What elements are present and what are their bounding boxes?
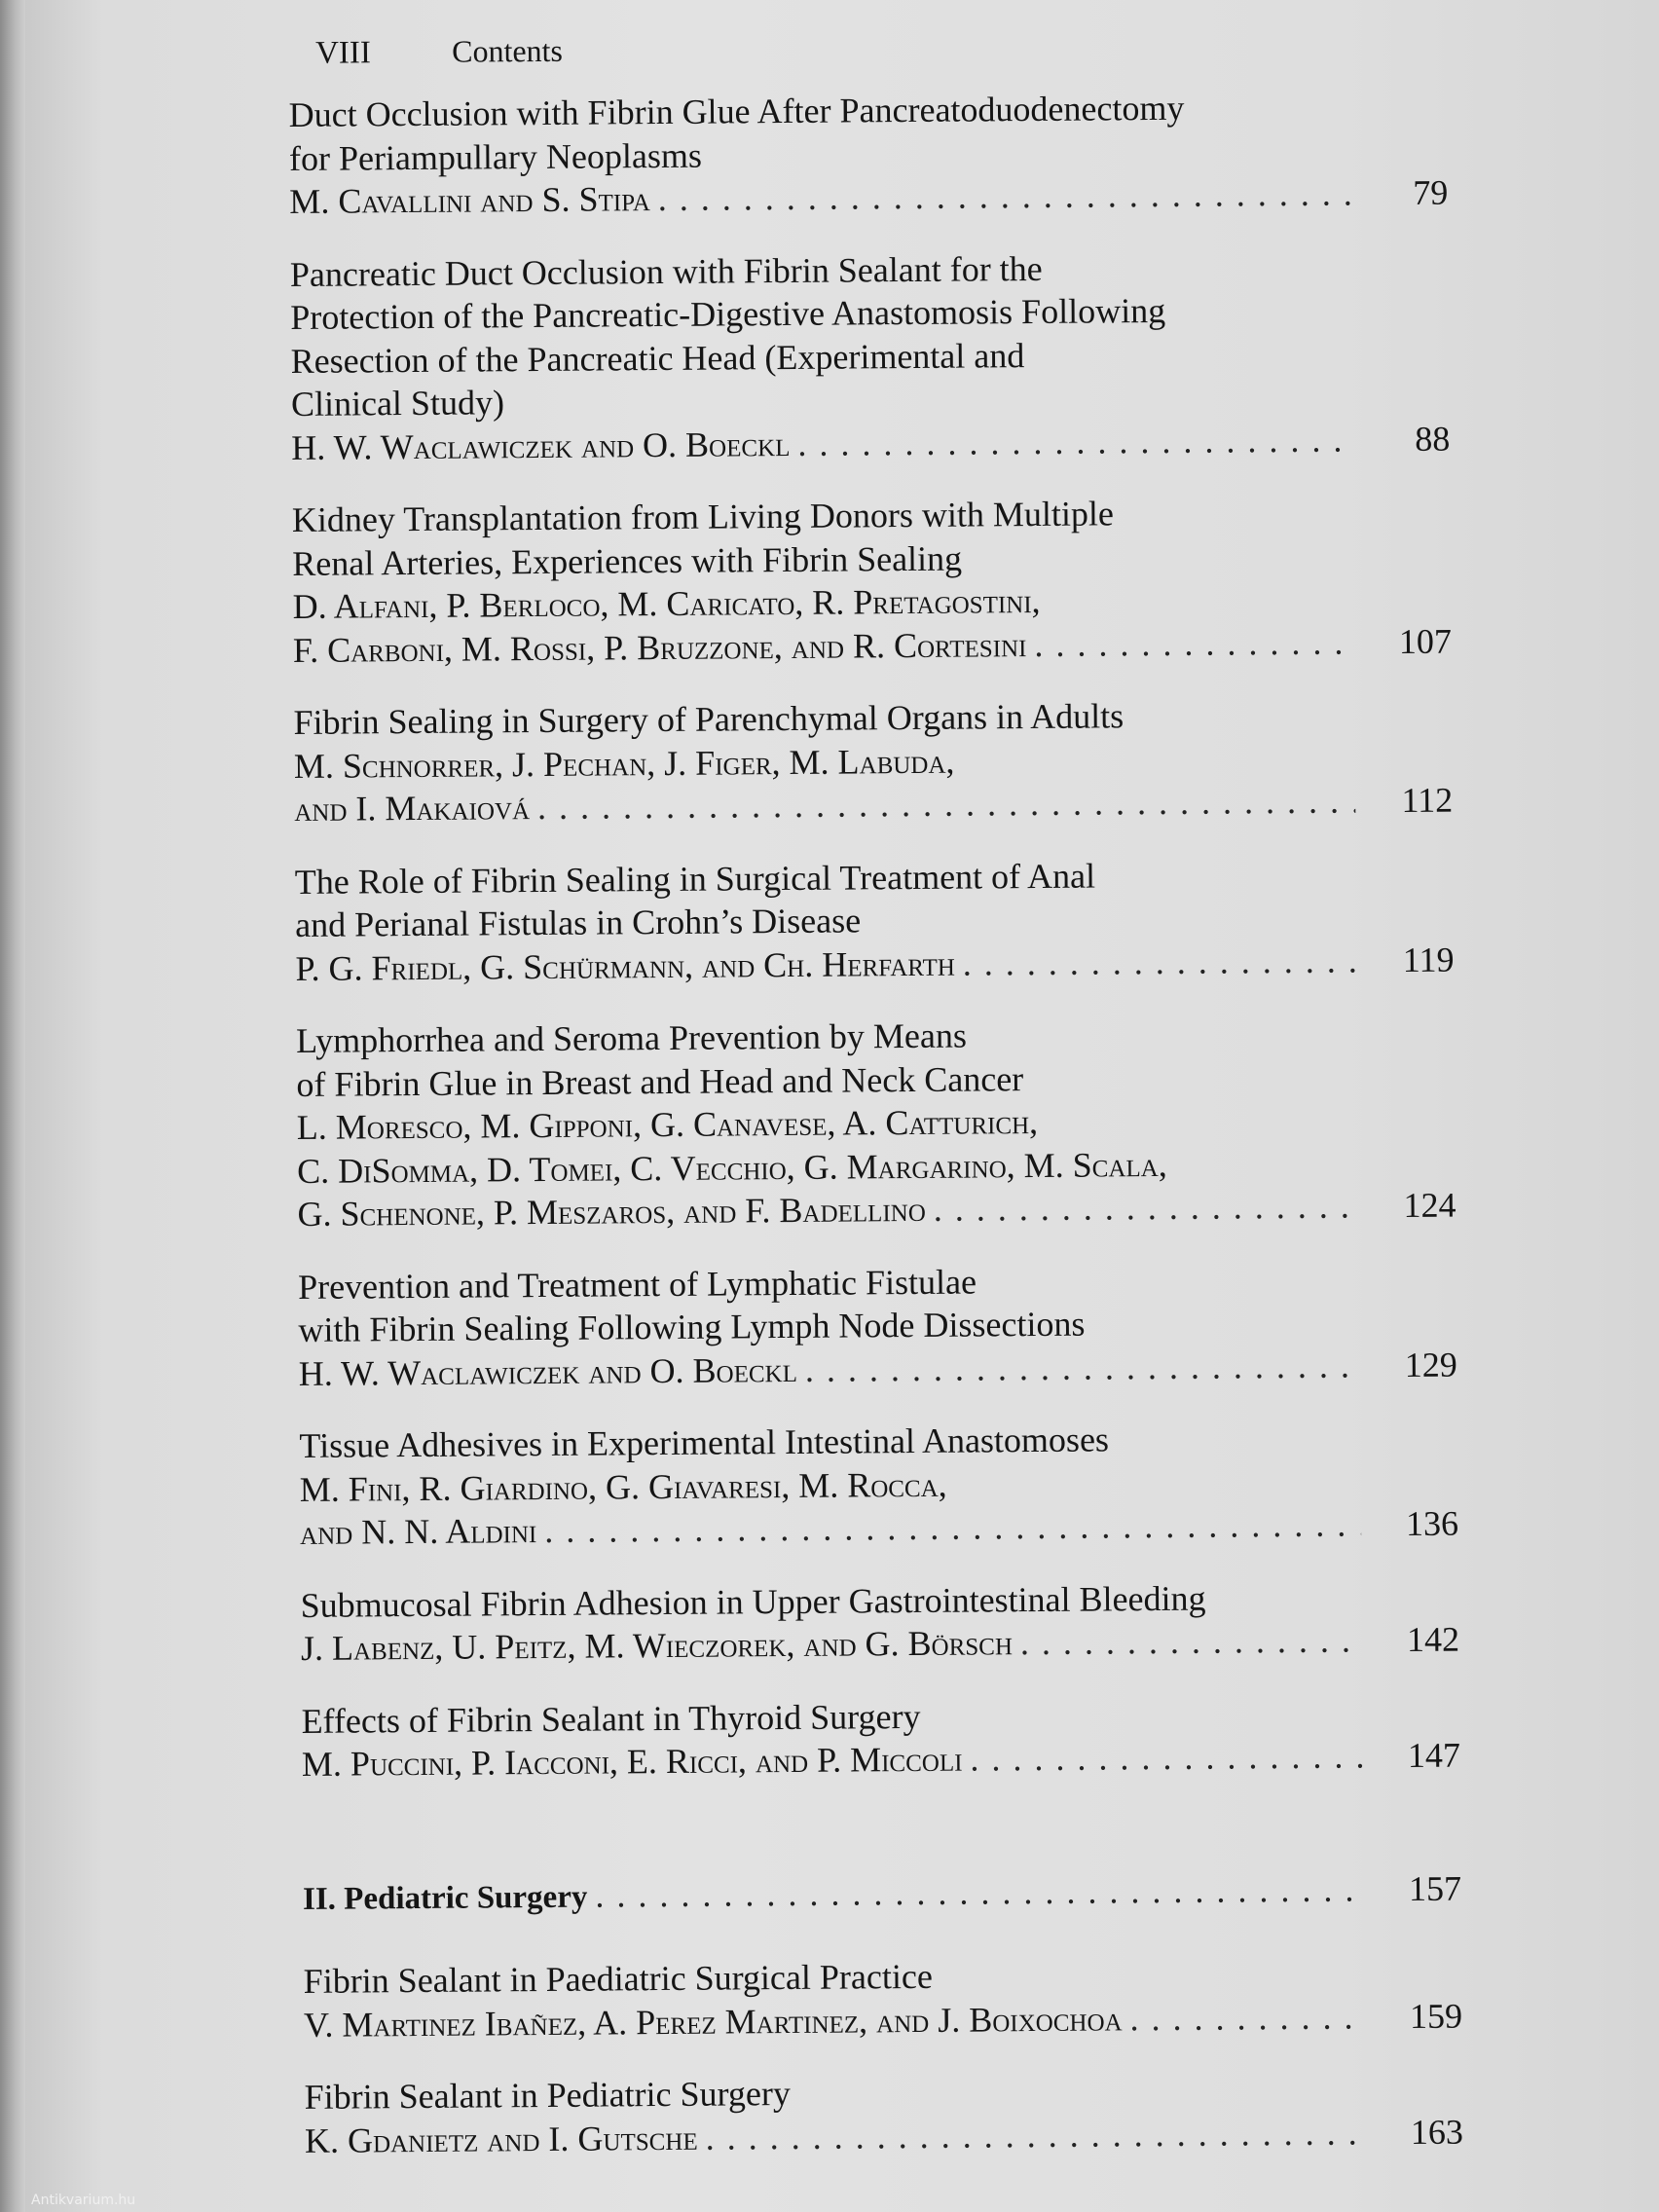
entry-author-line: D. Alfani, P. Berloco, M. Caricato, R. Pretagostini, bbox=[292, 580, 1041, 626]
entry-final-line bbox=[293, 619, 1452, 672]
entry-title-line: and Perianal Fistulas in Crohn’s Disease bbox=[295, 901, 862, 944]
toc-entry-list bbox=[288, 85, 1460, 1787]
dot-leader bbox=[658, 171, 1351, 220]
entry-title-line: Renal Arteries, Experiences with Fibrin Sealing bbox=[292, 538, 963, 583]
entry-page-number: 129 bbox=[1404, 1345, 1457, 1384]
toc-entry[interactable] bbox=[298, 1256, 1457, 1395]
entry-page-number: 136 bbox=[1405, 1503, 1459, 1544]
entry-title-line: Tissue Adhesives in Experimental Intestinal Anastomoses bbox=[299, 1419, 1110, 1465]
entry-final-line bbox=[295, 938, 1454, 990]
entry-author-line: M. Puccini, P. Iacconi, E. Ricci, and P. Miccoli bbox=[301, 1739, 963, 1784]
entry-author-line: G. Schenone, P. Meszaros, and F. Badellino bbox=[297, 1189, 926, 1234]
entry-author-line: M. Cavallini and S. Stipa bbox=[289, 179, 650, 221]
entry-title-line: The Role of Fibrin Sealing in Surgical Treatment of Anal bbox=[294, 856, 1096, 902]
toc-entry[interactable] bbox=[304, 1951, 1463, 2046]
entry-page-number: 163 bbox=[1410, 2112, 1464, 2152]
entry-page-number: 107 bbox=[1398, 621, 1453, 661]
dot-leader bbox=[1020, 1618, 1362, 1664]
entry-title-line: of Fibrin Glue in Breast and Head and Neck Cancer bbox=[296, 1058, 1024, 1104]
entry-author-line: J. Labenz, U. Peitz, M. Wieczorek, and G. Börsch bbox=[300, 1623, 1014, 1668]
toc-entry[interactable] bbox=[290, 243, 1451, 469]
entry-title-line: Pancreatic Duct Occlusion with Fibrin Sealant for the bbox=[289, 248, 1043, 294]
running-header bbox=[315, 26, 1447, 86]
entry-title-line: Lymphorrhea and Seroma Prevention by Means bbox=[295, 1015, 968, 1060]
entry-author-line: and I. Makaiová bbox=[294, 788, 531, 829]
entry-title-line: Kidney Transplantation from Living Donors with Multiple bbox=[291, 494, 1115, 539]
entry-final-line bbox=[304, 1994, 1462, 2046]
toc-entry[interactable] bbox=[300, 1574, 1459, 1670]
section-heading[interactable] bbox=[303, 1866, 1461, 1921]
entry-page-number: 142 bbox=[1406, 1619, 1460, 1660]
section-page-number: 157 bbox=[1408, 1868, 1462, 1908]
toc-entry[interactable] bbox=[301, 1690, 1460, 1786]
entry-author-line: and N. N. Aldini bbox=[299, 1511, 537, 1552]
dot-leader bbox=[705, 2111, 1366, 2158]
entry-title-line: with Fibrin Sealing Following Lymph Node Dissections bbox=[298, 1304, 1086, 1349]
entry-page-number: 124 bbox=[1403, 1185, 1456, 1226]
entry-author-line: F. Carboni, M. Rossi, P. Bruzzone, and R. Cortesini bbox=[292, 624, 1027, 670]
dot-leader bbox=[797, 418, 1352, 464]
dot-leader bbox=[595, 1867, 1364, 1916]
book-spine-shadow bbox=[0, 0, 25, 2212]
entry-title-line: Submucosal Fibrin Adhesion in Upper Gastrointestinal Bleeding bbox=[300, 1578, 1206, 1625]
entry-final-line bbox=[299, 1343, 1457, 1395]
toc-entry[interactable] bbox=[295, 851, 1455, 990]
entry-title-line: Duct Occlusion with Fibrin Glue After Pancreatoduodenectomy bbox=[288, 88, 1185, 134]
entry-title-line: Protection of the Pancreatic-Digestive Anastomosis Following bbox=[290, 290, 1166, 337]
toc-entry[interactable] bbox=[296, 1011, 1456, 1236]
entry-page-number: 88 bbox=[1415, 419, 1451, 459]
entry-page-number: 147 bbox=[1407, 1735, 1461, 1776]
book-page bbox=[25, 0, 1659, 2212]
entry-page-number: 119 bbox=[1402, 940, 1455, 979]
entry-final-line bbox=[300, 1502, 1458, 1555]
entry-author-line: V. Martinez Ibañez, A. Perez Martinez, and J. Boixochoa bbox=[303, 1998, 1123, 2045]
section-entry-list bbox=[304, 1951, 1464, 2162]
entry-page-number: 159 bbox=[1409, 1996, 1463, 2036]
dot-leader bbox=[1034, 620, 1354, 666]
dot-leader bbox=[1129, 1995, 1365, 2040]
entry-final-line bbox=[291, 417, 1450, 469]
page-folio: VIII bbox=[315, 35, 372, 71]
toc-entry[interactable] bbox=[299, 1416, 1458, 1555]
entry-author-line: H. W. Waclawiczek and O. Boeckl bbox=[298, 1349, 798, 1393]
entry-author-line: C. DiSomma, D. Tomei, C. Vecchio, G. Margarino, M. Scala, bbox=[297, 1144, 1167, 1191]
entry-author-line: M. Fini, R. Giardino, G. Giavaresi, M. Rocca, bbox=[299, 1464, 947, 1509]
running-title: Contents bbox=[451, 32, 564, 69]
section-label: II. Pediatric Surgery bbox=[302, 1879, 588, 1917]
entry-final-line bbox=[301, 1618, 1459, 1671]
entry-page-number: 79 bbox=[1413, 172, 1449, 212]
entry-title-line: Prevention and Treatment of Lymphatic Fistulae bbox=[297, 1261, 977, 1307]
toc-entry[interactable] bbox=[304, 2067, 1463, 2162]
entry-final-line bbox=[289, 171, 1448, 224]
entry-page-number: 112 bbox=[1401, 780, 1454, 821]
toc-entry[interactable] bbox=[293, 692, 1453, 831]
entry-final-line bbox=[294, 779, 1453, 831]
entry-final-line bbox=[302, 1734, 1460, 1787]
entry-author-line: K. Gdanietz and I. Gutsche bbox=[304, 2118, 698, 2160]
toc-entry[interactable] bbox=[288, 85, 1448, 224]
dot-leader bbox=[805, 1344, 1360, 1390]
toc-content bbox=[288, 26, 1463, 2162]
dot-leader bbox=[537, 779, 1356, 829]
entry-final-line bbox=[305, 2110, 1463, 2162]
entry-author-line: M. Schnorrer, J. Pechan, J. Figer, M. Labuda, bbox=[293, 741, 955, 786]
entry-title-line: Fibrin Sealant in Paediatric Surgical Practice bbox=[303, 1956, 933, 2001]
watermark-text: Antikvarium.hu bbox=[31, 2193, 136, 2208]
dot-leader bbox=[934, 1184, 1359, 1230]
entry-authors bbox=[297, 1097, 1456, 1193]
entry-author-line: H. W. Waclawiczek and O. Boeckl bbox=[291, 424, 791, 467]
entry-author-line: P. G. Friedl, G. Schürmann, and Ch. Herfarth bbox=[295, 943, 955, 988]
entry-title-line: Fibrin Sealing in Surgery of Parenchymal Organs in Adults bbox=[293, 696, 1124, 742]
entry-title-line: Fibrin Sealant in Pediatric Surgery bbox=[304, 2074, 792, 2117]
entry-author-line: L. Moresco, M. Gipponi, G. Canavese, A. Catturich, bbox=[296, 1101, 1039, 1147]
entry-title-line: Clinical Study) bbox=[290, 383, 505, 424]
dot-leader bbox=[544, 1502, 1361, 1552]
entry-final-line bbox=[297, 1184, 1456, 1236]
dot-leader bbox=[963, 939, 1357, 984]
dot-leader bbox=[970, 1734, 1363, 1780]
entry-title-line: Effects of Fibrin Sealant in Thyroid Surgery bbox=[301, 1696, 921, 1741]
entry-title-line: for Periampullary Neoplasms bbox=[288, 135, 703, 178]
entry-title-line: Resection of the Pancreatic Head (Experimental and bbox=[290, 335, 1025, 381]
toc-entry[interactable] bbox=[292, 490, 1452, 672]
